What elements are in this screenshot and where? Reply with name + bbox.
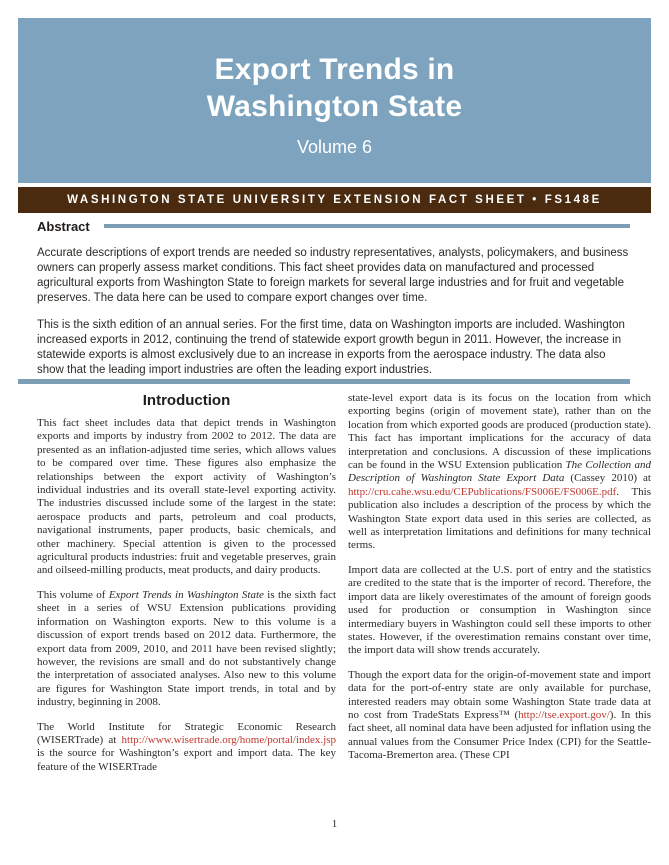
hyperlink[interactable]: http://www.wisertrade.org/home/portal/index.jsp bbox=[121, 733, 336, 746]
text-segment: is the sixth fact sheet in a series of WSU Extension publications providing information on Washington exports. New to this volume is a discussion of export trends based on 2012 data. Furthermore, the export data from 2009, 2010, and 2011 have been revised slightly; however, the revisions are small and do not substantively change the interpretation of associated analyses. Also new to this volume are figures for Washington State import trends, in total and by industry, beginning in 2008. bbox=[37, 588, 337, 709]
hyperlink[interactable]: http://cru.cahe.wsu.edu/CEPublications/FS006E/FS006E.pdf bbox=[348, 485, 617, 498]
text-segment: Though the export data for the origin-of-movement state and import data for the port-of-entry state are only available for purchase, interested readers may obtain some Washington State trade data at no cost from TradeStats Express™ ( bbox=[348, 668, 651, 721]
title-line-2: Washington State bbox=[206, 90, 463, 123]
abstract-paragraph-2: This is the sixth edition of an annual series. For the first time, data on Washington imports are included. Washington increased exports in 2012, continuing the trend of statewide export growth begun in 2011. However, the increase in statewide exports is almost exclusively due to an increase in exports from the aerospace industry. The data also show that the leading import industries are often the leading export industries. bbox=[37, 319, 625, 376]
introduction-heading: Introduction bbox=[142, 392, 231, 409]
body-paragraph bbox=[37, 589, 336, 710]
text-segment: Import data are collected at the U.S. port of entry and the statistics are credited to the state that is the importer of record. Therefore, the import data are likely overestimates of the amount of foreign goods used for production or consumption in Washington since intermediary buyers in Washington could sell these imports to other states. However, if the overestimation remains constant over time, the import data will show trends accurately. bbox=[348, 563, 651, 657]
page-number: 1 bbox=[331, 818, 338, 830]
text-segment: Export Trends in Washington State bbox=[108, 588, 264, 601]
volume-label: Volume 6 bbox=[296, 137, 373, 157]
abstract-heading: Abstract bbox=[37, 218, 90, 234]
title-line-1: Export Trends in bbox=[214, 53, 455, 86]
body-paragraph bbox=[348, 669, 651, 763]
document-title bbox=[18, 51, 651, 125]
text-segment: This fact sheet includes data that depict trends in Washington exports and imports by industry from 2002 to 2012. The data are presented as an inflation-adjusted time series, which allows values to be compared over time. These figures also emphasize the relationships between the export activity of Washington’s individual industries and its overall state-level exporting activity. The industries discussed include some of the largest in the state: aerospace products and parts, petroleum and coal products, navigational instruments, paper products, basic chemicals, and other machinery. Special attention is given to the processed agricultural products industries: fruit and vegetable preserves, grain and oilseed-milling products, meat products, and dairy products. bbox=[37, 417, 336, 577]
text-segment: The World Institute for Strategic Economic Research (WISERTrade) at bbox=[37, 720, 336, 746]
title-banner bbox=[18, 18, 651, 183]
body-paragraph bbox=[348, 392, 651, 553]
section-divider-rule bbox=[18, 379, 630, 384]
abstract-paragraph-1: Accurate descriptions of export trends are needed so industry representatives, analysts, policymakers, and business owners can properly assess market conditions. This fact sheet provides data on manufactured and processed agricultural exports from Washington State to foreign markets for several large industries and for fruit and vegetable preserves. The data here can be used to compare export changes over time. bbox=[37, 247, 629, 304]
hyperlink[interactable]: http://tse.export.gov/ bbox=[518, 708, 610, 721]
right-column bbox=[348, 392, 651, 785]
body-paragraph bbox=[37, 721, 336, 775]
text-segment: (Cassey 2010) at bbox=[564, 472, 651, 485]
two-column-body bbox=[37, 392, 651, 785]
abstract-heading-row bbox=[37, 218, 634, 234]
text-segment: . This publication also includes a description of the process by which the Washington State export data used in this series are collected, as well as interpretation limitations and definitions for many technical terms. bbox=[348, 485, 651, 552]
text-segment: is the source for Washington’s export and import data. The key feature of the WISERTrade bbox=[37, 747, 336, 773]
text-segment: ). In this fact sheet, all nominal data have been adjusted for inflation using the annual values from the Consumer Price Index (CPI) for the Seattle-Tacoma-Bremerton area. (These CPI bbox=[348, 708, 652, 762]
body-paragraph bbox=[37, 417, 336, 578]
heading-rule bbox=[104, 224, 630, 228]
text-segment: This volume of bbox=[37, 588, 109, 601]
left-column bbox=[37, 392, 336, 785]
text-segment: state-level export data is its focus on the location from which exporting begins (origin of movement state), rather than on the location from which exported goods are produced (production state). This fact has important implications for the accuracy of data interpretation and conclusions. A discussion of these implications can be found in the WSU Extension publication bbox=[348, 392, 651, 472]
body-paragraph bbox=[348, 564, 651, 658]
university-banner: WASHINGTON STATE UNIVERSITY EXTENSION FACT SHEET • FS148E bbox=[18, 187, 651, 213]
text-segment: The Collection and Description of Washington State Export Data bbox=[348, 459, 651, 485]
abstract-section bbox=[37, 218, 634, 378]
